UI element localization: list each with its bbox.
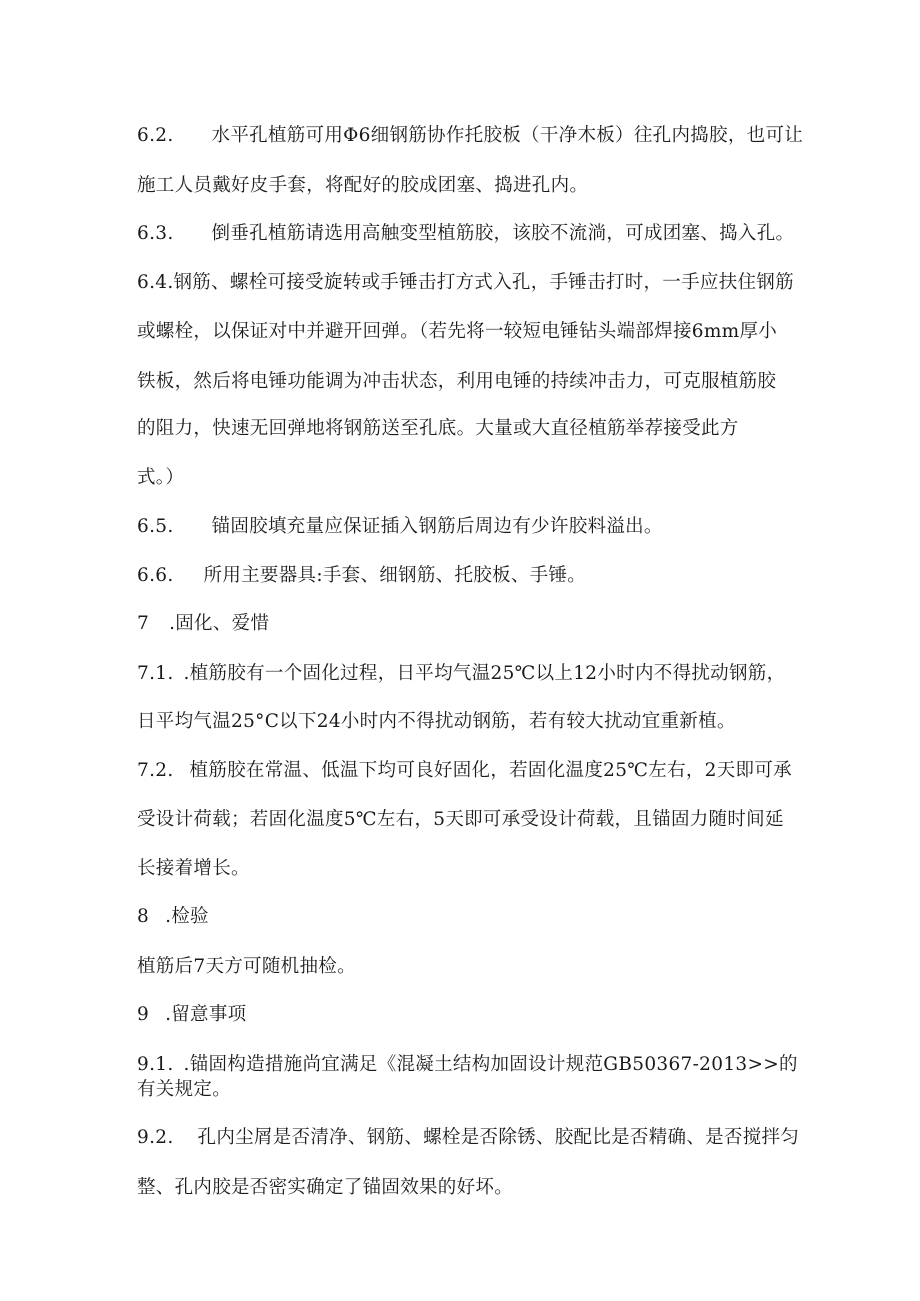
section-8-heading [137,905,209,929]
paragraph-6-4-line-2 [137,320,777,344]
section-number: 7.2. [137,760,174,781]
paragraph-text: 植筋胶在常温、低温下均可良好固化，若固化温度25℃左右，2天即可承 [189,760,792,781]
paragraph-text: 倒垂孔植筋请选用高触变型植筋胶，该胶不流淌，可成团塞、捣入孔。 [211,223,795,244]
section-number: 6.5. [137,516,174,537]
section-title: .留意事项 [165,1004,247,1025]
section-number: 6.3. [137,223,174,244]
section-title: .检验 [165,906,209,927]
paragraph-7-1-line-1 [137,662,785,686]
paragraph-7-1-line-2 [137,710,736,734]
section-number: 8 [137,906,150,927]
paragraph-6-6 [137,564,586,588]
paragraph-text: 铁板，然后将电锤功能调为冲击状态，利用电锤的持续冲击力，可克服植筋胶 [137,371,777,392]
section-number: 6.6. [137,565,174,586]
paragraph-text: 式。） [137,467,185,488]
paragraph-7-2-line-3 [137,857,250,881]
paragraph-text: 孔内尘屑是否清净、钢筋、螺栓是否除锈、胶配比是否精确、是否搅拌匀 [197,1127,800,1148]
section-number: 6.2. [137,125,174,146]
section-number: 9 [137,1004,150,1025]
section-number: 9.2. [137,1127,174,1148]
paragraph-6-5 [137,515,663,539]
paragraph-9-1-line-2 [137,1078,231,1102]
paragraph-text: 施工人员戴好皮手套，将配好的胶成团塞、捣进孔内。 [137,175,589,196]
paragraph-text: 6.4.钢筋、螺栓可接受旋转或手锤击打方式入孔，手锤击打时，一手应扶住钢筋 [137,272,794,293]
paragraph-6-4-line-1 [137,271,794,295]
paragraph-8 [137,955,356,979]
paragraph-text: 日平均气温25°C以下24小时内不得扰动钢筋，若有较大扰动宜重新植。 [137,711,736,732]
paragraph-text: 有关规定。 [137,1079,232,1100]
paragraph-7-2-line-2 [137,808,784,832]
paragraph-6-4-line-5 [137,466,184,490]
section-number: 9.1. [137,1054,174,1075]
paragraph-text: 或螺栓，以保证对中并避开回弹。（若先将一较短电锤钻头端部焊接6mm厚小 [137,321,778,342]
paragraph-text: 水平孔植筋可用Φ6细钢筋协作托胶板（干净木板）往孔内捣胶，也可让 [211,125,804,146]
paragraph-7-2-line-1 [137,759,792,783]
section-title: .固化、爱惜 [169,613,270,634]
section-9-heading [137,1003,246,1027]
paragraph-text: .植筋胶有一个固化过程，日平均气温25℃以上12小时内不得扰动钢筋， [183,663,786,684]
paragraph-6-4-line-3 [137,370,776,394]
paragraph-text: 锚固胶填充量应保证插入钢筋后周边有少许胶料溢出。 [211,516,663,537]
section-7-heading [137,612,269,636]
paragraph-6-2-line-2 [137,174,588,198]
paragraph-6-3 [137,222,794,246]
paragraph-text: .锚固构造措施尚宜满足《混凝土结构加固设计规范GB50367-2013>>的 [183,1054,798,1075]
paragraph-9-2-line-2 [137,1176,513,1200]
section-number: 7.1. [137,663,174,684]
paragraph-text: 的阻力，快速无回弹地将钢筋送至孔底。大量或大直径植筋举荐接受此方 [137,418,739,439]
paragraph-text: 所用主要器具:手套、细钢筋、托胶板、手锤。 [203,565,587,586]
paragraph-text: 整、孔内胶是否密实确定了锚固效果的好坏。 [137,1177,514,1198]
paragraph-text: 植筋后7天方可随机抽检。 [137,956,356,977]
paragraph-9-2-line-1 [137,1126,799,1150]
paragraph-6-4-line-4 [137,417,739,441]
paragraph-9-1-line-1 [137,1053,798,1077]
paragraph-6-2-line-1 [137,124,803,148]
paragraph-text: 长接着增长。 [137,858,250,879]
section-number: 7 [137,613,150,634]
paragraph-text: 受设计荷载；若固化温度5℃左右，5天即可承受设计荷载，且锚固力随时间延 [137,809,784,830]
